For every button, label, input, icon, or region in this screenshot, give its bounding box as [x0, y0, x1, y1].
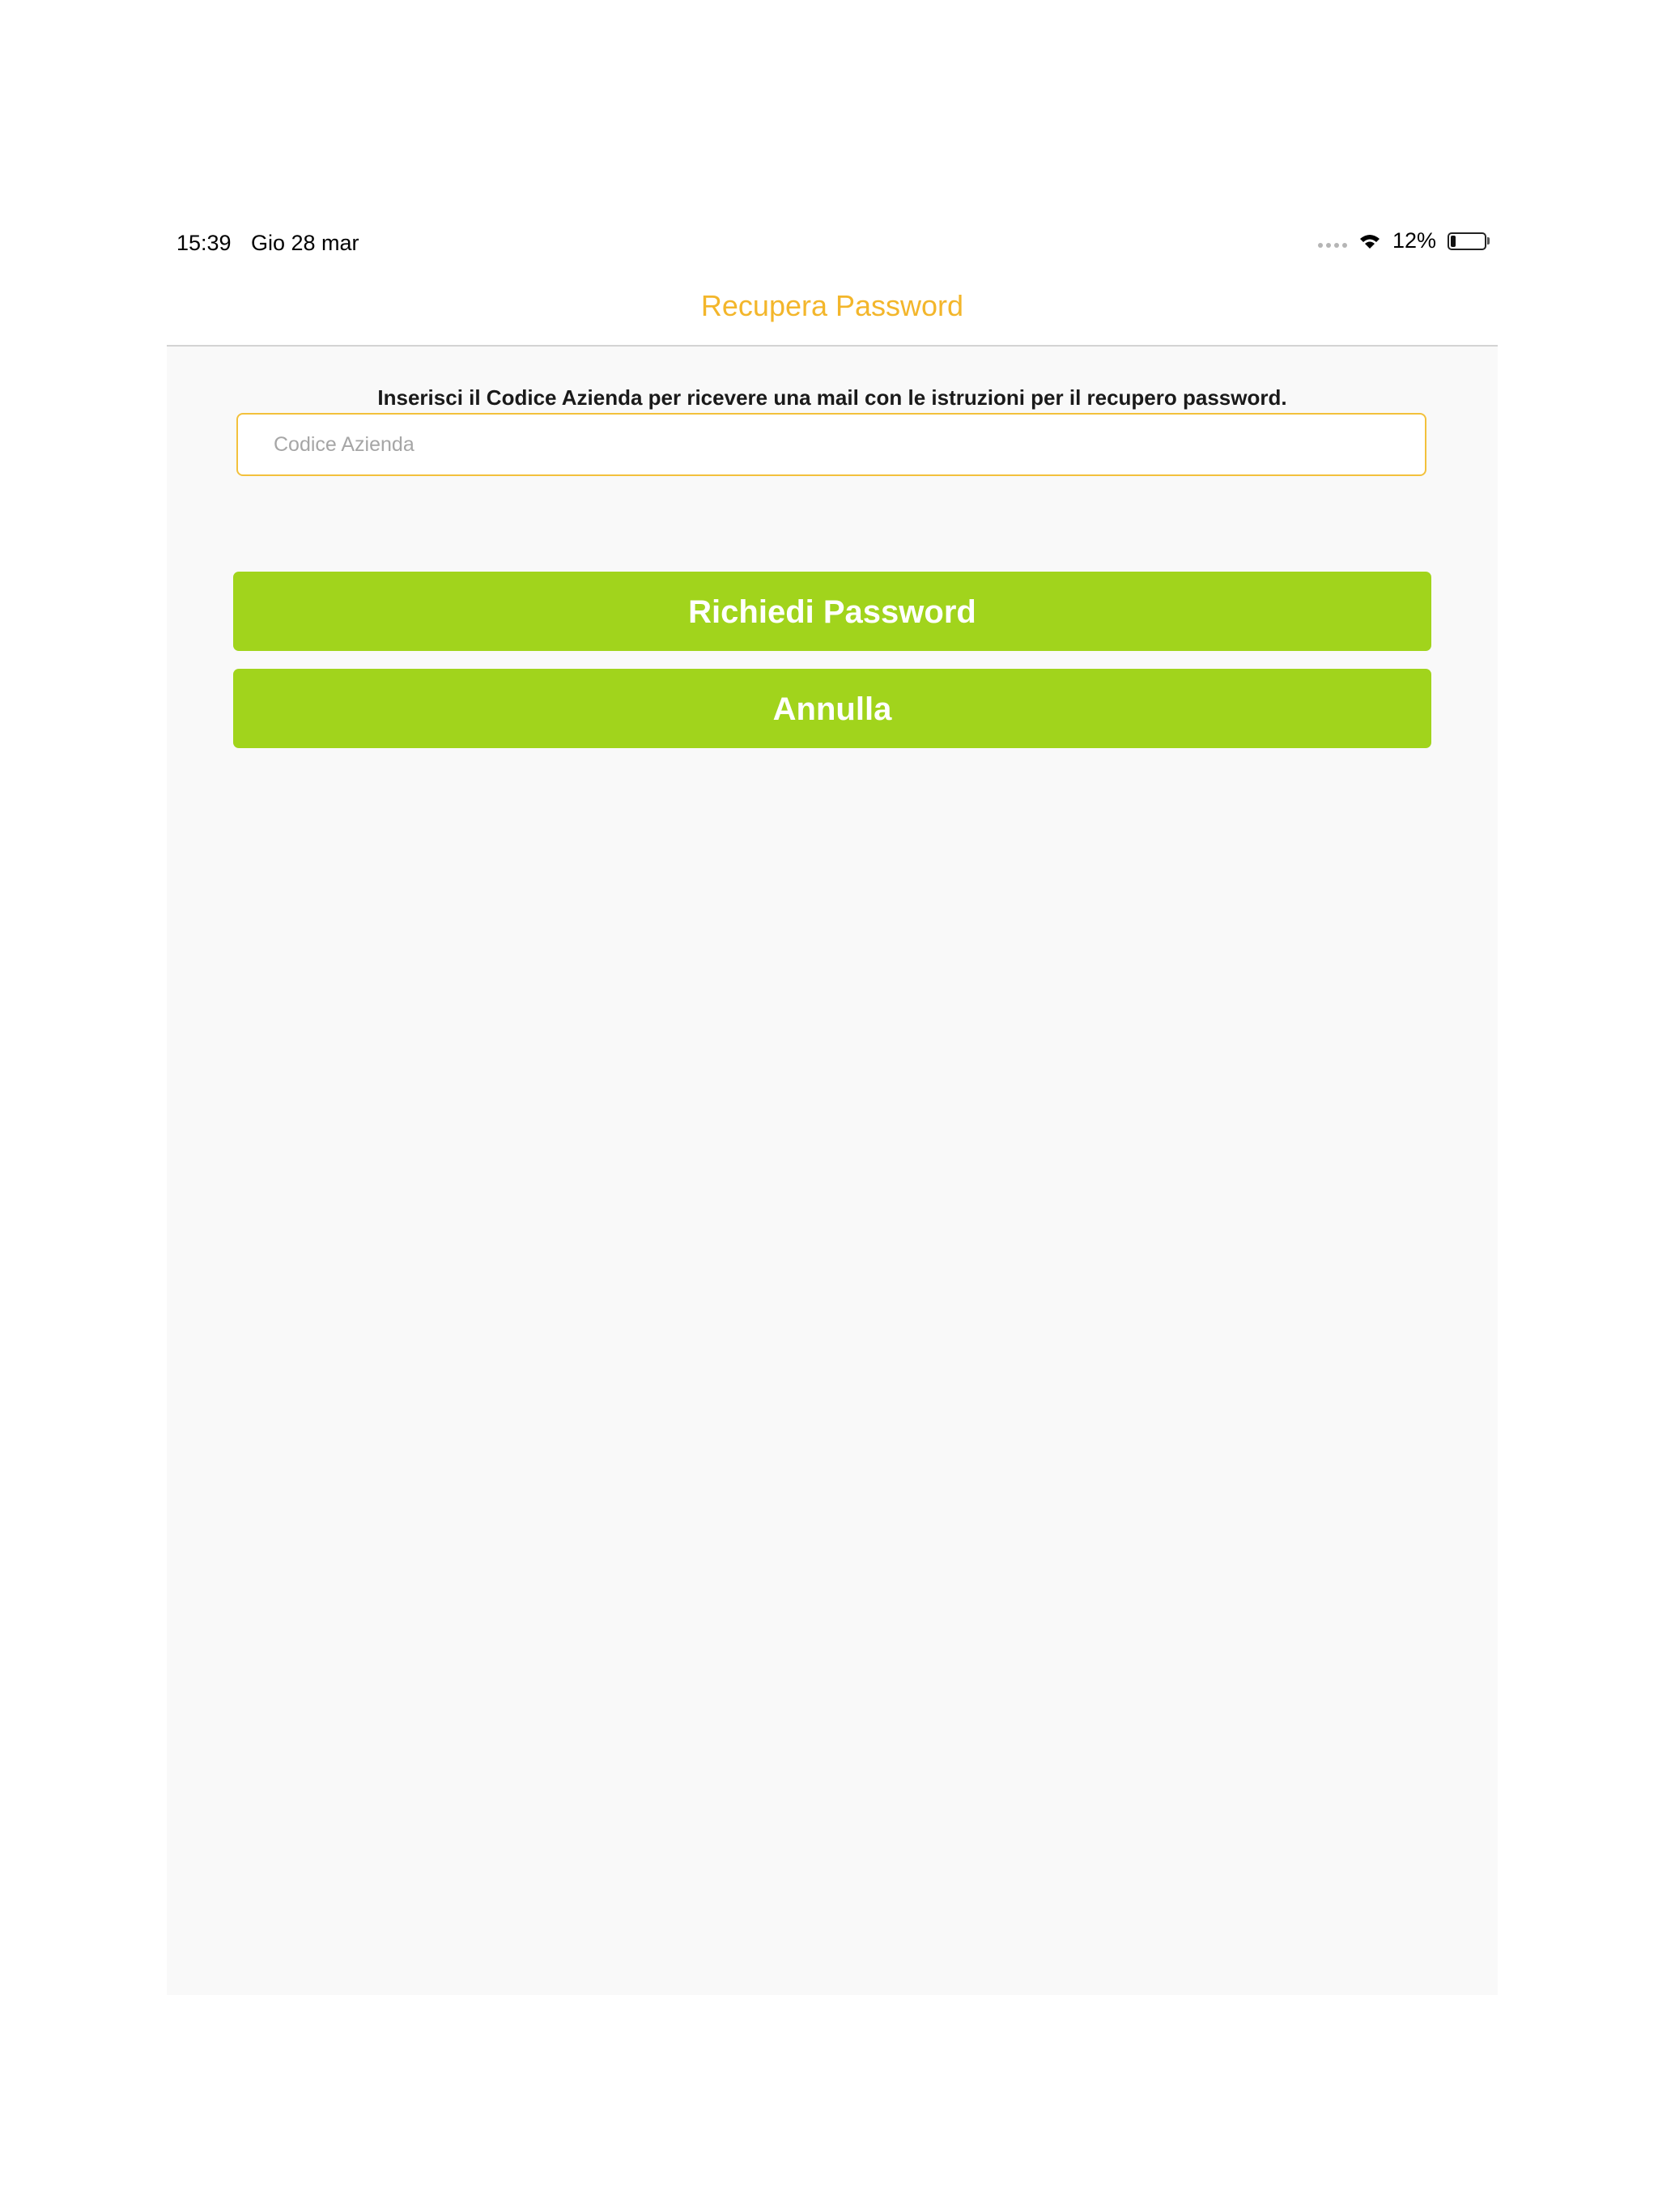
- status-bar: [167, 220, 1498, 267]
- navigation-bar: [167, 267, 1498, 347]
- battery-percent: 12%: [1392, 228, 1436, 253]
- recover-password-form: [167, 347, 1498, 1995]
- page-title: Recupera Password: [700, 289, 964, 322]
- battery-icon: [1448, 232, 1490, 250]
- wifi-icon: [1358, 232, 1381, 250]
- app-screen: [167, 220, 1498, 1995]
- company-code-field: [236, 413, 1426, 476]
- signal-dots-icon: [1318, 243, 1347, 248]
- battery-fill: [1451, 236, 1456, 247]
- status-time: 15:39: [176, 231, 232, 255]
- status-indicators: [1318, 228, 1490, 253]
- cancel-button[interactable]: Annulla: [233, 669, 1431, 748]
- instruction-text: Inserisci il Codice Azienda per ricevere una mail con le istruzioni per il recupero password.: [377, 385, 1287, 410]
- request-password-button[interactable]: Richiedi Password: [233, 572, 1431, 651]
- company-code-input[interactable]: [238, 415, 1425, 474]
- status-date: Gio 28 mar: [251, 231, 359, 255]
